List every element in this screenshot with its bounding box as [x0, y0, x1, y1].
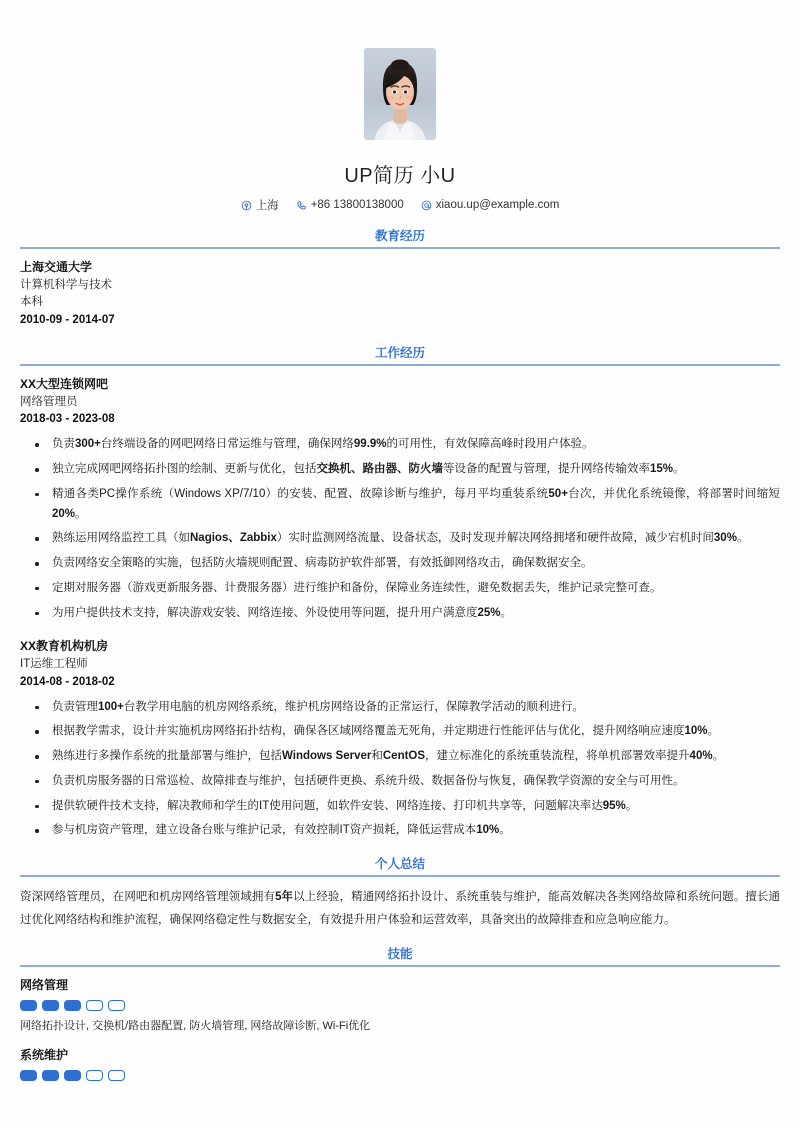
bullet-item: 根据教学需求，设计并实施机房网络拓扑结构，确保各区域网络覆盖无死角，并定期进行性能评估与优化，提升网络响应速度10%。: [20, 722, 780, 742]
rating-dot: [42, 1000, 59, 1011]
section-divider: [20, 965, 780, 967]
work-role: IT运维工程师: [20, 657, 88, 670]
work-date: 2018-03 - 2023-08: [20, 413, 115, 426]
section-divider: [20, 247, 780, 249]
education-date: 2010-09 - 2014-07: [20, 314, 115, 327]
section-divider: [20, 364, 780, 366]
resume-header: [20, 28, 780, 213]
contact-email-text: xiaou.up@example.com: [435, 199, 560, 211]
section-skills: [20, 947, 780, 1081]
education-entry: [20, 258, 780, 330]
work-bullets: [20, 435, 780, 623]
section-divider: [20, 875, 780, 877]
rating-dot: [86, 1070, 103, 1081]
rating-dot: [108, 1070, 125, 1081]
rating-dot: [42, 1070, 59, 1081]
bullet-item: 提供软硬件技术支持，解决教师和学生的IT使用问题，如软件安装、网络连接、打印机共享等，问题解决率达95%。: [20, 797, 780, 817]
work-entry: [20, 375, 780, 623]
bullet-item: 负责网络安全策略的实施，包括防火墙规则配置、病毒防护软件部署，有效抵御网络攻击，确保数据安全。: [20, 554, 780, 574]
bullet-item: 参与机房资产管理，建立设备台账与维护记录，有效控制IT资产损耗，降低运营成本10%。: [20, 821, 780, 841]
bullet-item: 为用户提供技术支持，解决游戏安装、网络连接、外设使用等问题，提升用户满意度25%。: [20, 604, 780, 624]
work-role: 网络管理员: [20, 395, 78, 408]
bullet-item: 独立完成网吧网络拓扑图的绘制、更新与优化，包括交换机、路由器、防火墙等设备的配置与管理，提升网络传输效率15%。: [20, 460, 780, 480]
location-icon: [241, 200, 252, 211]
work-date: 2014-08 - 2018-02: [20, 675, 115, 688]
rating-dot: [64, 1070, 81, 1081]
email-icon: [421, 200, 432, 211]
contact-phone-text: +86 13800138000: [310, 199, 404, 211]
section-title-education: 教育经历: [374, 229, 425, 243]
work-entry: [20, 637, 780, 841]
work-company: XX教育机构机房: [20, 639, 109, 654]
skill-item: [20, 1046, 780, 1081]
skill-name: 网络管理: [20, 978, 69, 993]
contact-phone: [296, 199, 404, 211]
education-degree: 本科: [20, 296, 43, 309]
section-title-summary: 个人总结: [374, 857, 425, 872]
rating-dot: [108, 1000, 125, 1011]
skill-rating: [20, 1000, 780, 1011]
rating-dot: [20, 1070, 37, 1081]
education-school: 上海交通大学: [20, 260, 93, 274]
bullet-item: 熟练进行多操作系统的批量部署与维护，包括Windows Server和CentOS，建立标准化的系统重装流程，将单机部署效率提升40%。: [20, 747, 780, 767]
rating-dot: [20, 1000, 37, 1011]
skill-description: 网络拓扑设计, 交换机/路由器配置, 防火墙管理, 网络故障诊断, Wi-Fi优化: [20, 1020, 371, 1033]
contact-location: [241, 197, 279, 213]
bullet-item: 熟练运用网络监控工具（如Nagios、Zabbix）实时监测网络流量、设备状态，及时发现并解决网络拥堵和硬件故障，减少宕机时间30%。: [20, 529, 780, 549]
contact-email: [421, 199, 560, 211]
phone-icon: [296, 200, 307, 211]
section-education: [20, 229, 780, 330]
bullet-item: 负责300+台终端设备的网吧网络日常运维与管理，确保网络99.9%的可用性，有效保障高峰时段用户体验。: [20, 435, 780, 455]
skill-rating: [20, 1070, 780, 1081]
work-company: XX大型连锁网吧: [20, 377, 109, 392]
summary-text: 资深网络管理员，在网吧和机房网络管理领域拥有5年以上经验，精通网络拓扑设计、系统重装与维护，能高效解决各类网络故障和系统问题。擅长通过优化网络结构和维护流程，确保网络稳定性与数据安全，有效提升用户体验和运营效率，具备突出的故障排查和应急响应能力。: [20, 891, 780, 926]
portrait-photo: [364, 48, 436, 140]
education-major: 计算机科学与技术: [20, 278, 112, 291]
skill-item: [20, 976, 780, 1036]
rating-dot: [86, 1000, 103, 1011]
bullet-item: 负责机房服务器的日常巡检、故障排查与维护，包括硬件更换、系统升级、数据备份与恢复，确保教学资源的安全与可用性。: [20, 772, 780, 792]
contact-row: [20, 197, 780, 213]
bullet-item: 负责管理100+台教学用电脑的机房网络系统，维护机房网络设备的正常运行，保障教学活动的顺利进行。: [20, 698, 780, 718]
bullet-item: 定期对服务器（游戏更新服务器、计费服务器）进行维护和备份，保障业务连续性，避免数据丢失，维护记录完整可查。: [20, 579, 780, 599]
avatar: [364, 48, 436, 140]
section-work: [20, 346, 780, 841]
rating-dot: [64, 1000, 81, 1011]
contact-location-text: 上海: [255, 200, 279, 212]
skill-name: 系统维护: [20, 1047, 69, 1062]
page-title: UP简历 小U: [344, 165, 456, 187]
bullet-item: 精通各类PC操作系统（Windows XP/7/10）的安装、配置、故障诊断与维护，每月平均重装系统50+台次，并优化系统镜像，将部署时间缩短20%。: [20, 485, 780, 525]
work-bullets: [20, 698, 780, 842]
section-title-skills: 技能: [387, 947, 413, 962]
section-summary: [20, 857, 780, 931]
section-title-work: 工作经历: [374, 346, 425, 361]
